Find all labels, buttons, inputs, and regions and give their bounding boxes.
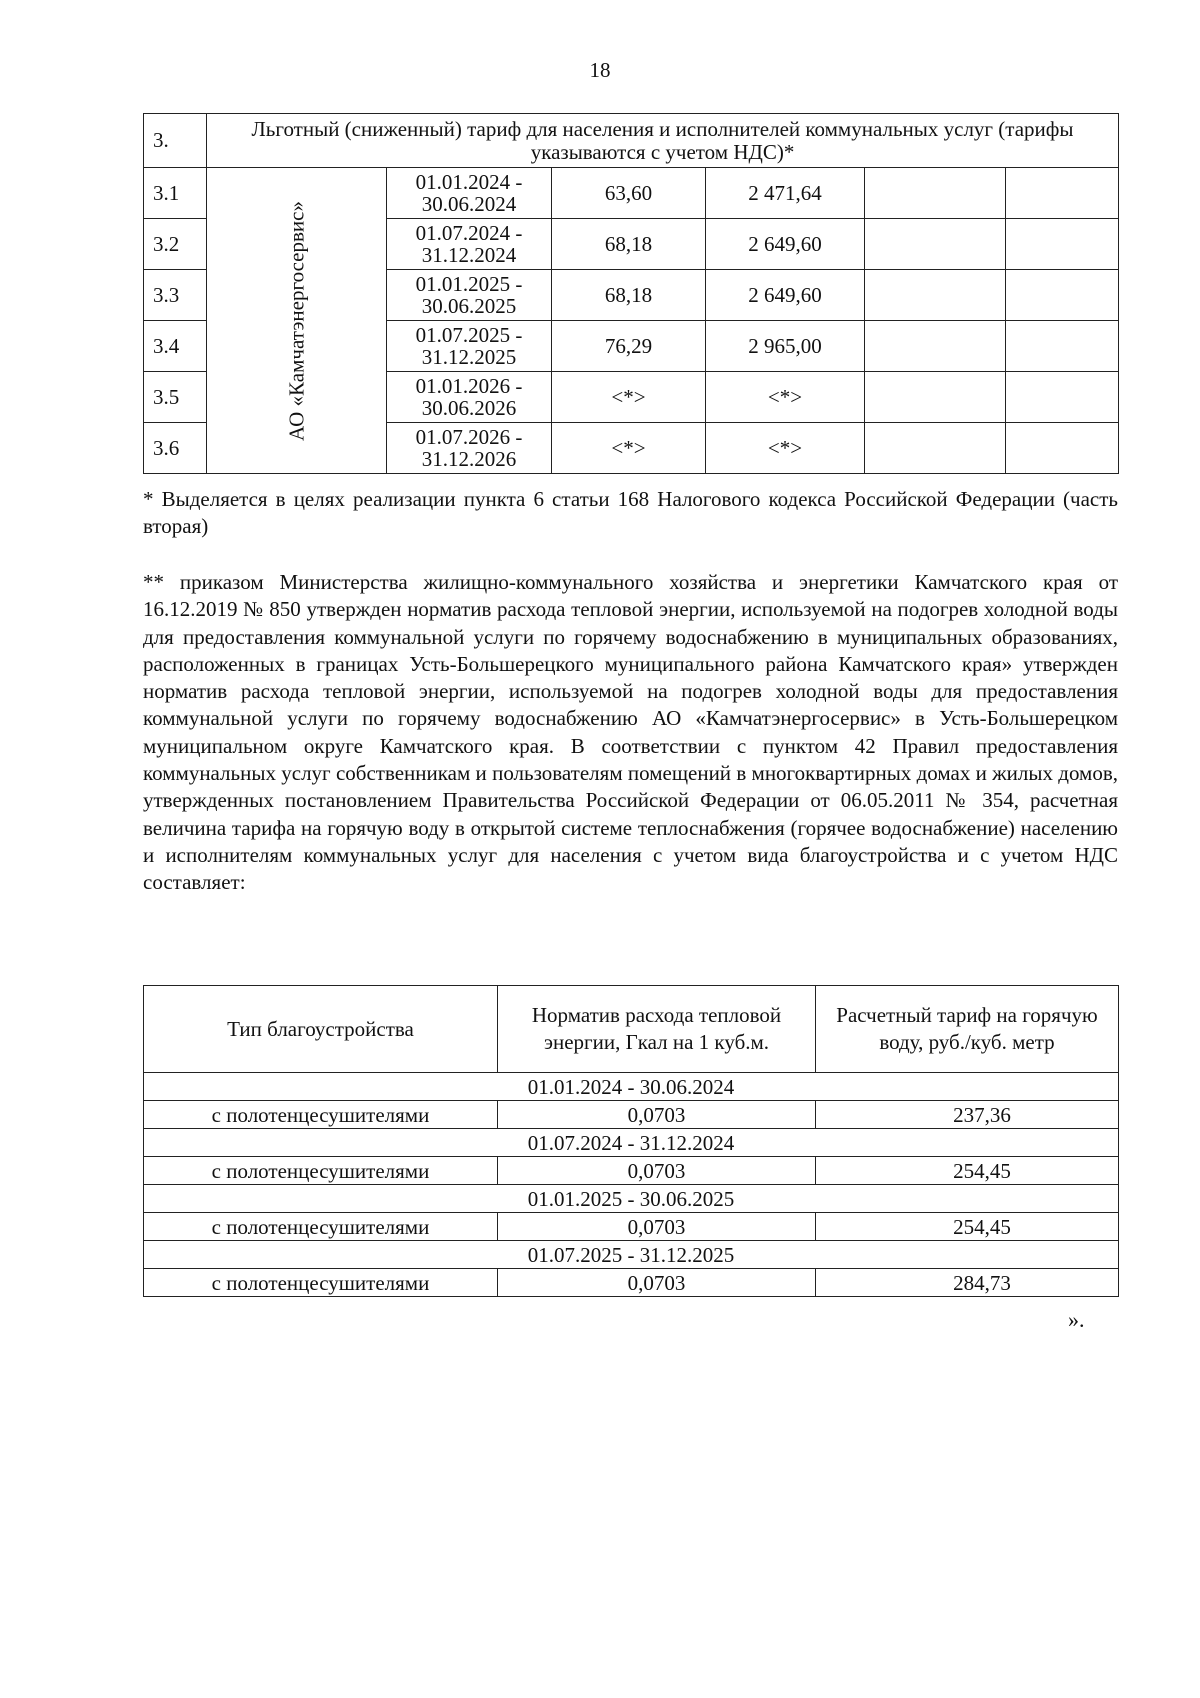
value1-cell: <*> [552,372,706,423]
value4-cell [1006,219,1119,270]
value2-cell: <*> [706,372,865,423]
norm-cell: 0,0703 [498,1157,816,1185]
value3-cell [865,270,1006,321]
period-cell: 01.01.2024 - 30.06.2024 [387,168,552,219]
value3-cell [865,321,1006,372]
norm-cell: 0,0703 [498,1101,816,1129]
period-row [144,1241,1119,1269]
value1-cell: 68,18 [552,219,706,270]
value2-cell: <*> [706,423,865,474]
type-cell: с полотенцесушителями [144,1101,498,1129]
tariff-table [143,113,1119,474]
rate-cell: 254,45 [816,1213,1119,1241]
period-cell: 01.07.2025 - 31.12.2025 [387,321,552,372]
row-number: 3.6 [144,423,207,474]
value1-cell: 68,18 [552,270,706,321]
row-number: 3.3 [144,270,207,321]
header-type: Тип благоустройства [144,986,498,1073]
period-cell: 01.01.2026 - 30.06.2026 [387,372,552,423]
period-cell: 01.07.2024 - 31.12.2024 [387,219,552,270]
value3-cell [865,168,1006,219]
table-row [144,1157,1119,1185]
value1-cell: 76,29 [552,321,706,372]
value2-cell: 2 965,00 [706,321,865,372]
value4-cell [1006,423,1119,474]
type-cell: с полотенцесушителями [144,1157,498,1185]
value4-cell [1006,270,1119,321]
rate-cell: 284,73 [816,1269,1119,1297]
footnote-vat: * Выделяется в целях реализации пункта 6 статьи 168 Налогового кодекса Российской Федерации (часть вторая) [143,487,1118,539]
table-row [144,1269,1119,1297]
footnote-normative: ** приказом Министерства жилищно-коммунального хозяйства и энергетики Камчатского края от 16.12.2019 № 850 утвержден норматив расхода тепловой энергии, используемой на подогрев холодной воды для предоставления коммунальной услуги по горячему водоснабжению в муниципальных образованиях, расположенных в границах Усть-Большерецкого муниципального района Камчатского края» утвержден норматив расхода тепловой энергии, используемой на подогрев холодной воды для предоставления коммунальной услуги по горячему водоснабжению АО «Камчатэнергосервис» в Усть-Большерецком муниципальном округе Камчатского края. В соответствии с пунктом 42 Правил предоставления коммунальных услуг собственникам и пользователям помещений в многоквартирных домах и жилых домов, утвержденных постановлением Правительства Российской Федерации от 06.05.2011 № 354, расчетная величина тарифа на горячую воду в открытой системе теплоснабжения (горячее водоснабжение) населению и исполнителям коммунальных услуг для населения с учетом вида благоустройства и с учетом НДС составляет: [143,570,1118,895]
table-row [144,1213,1119,1241]
closing-quote-mark: ». [1068,1307,1085,1332]
value4-cell [1006,321,1119,372]
period-cell: 01.07.2026 - 31.12.2026 [387,423,552,474]
period-row [144,1073,1119,1101]
rate-cell: 237,36 [816,1101,1119,1129]
row-number: 3.5 [144,372,207,423]
section-header-row [144,114,1119,168]
period-row [144,1185,1119,1213]
period-label: 01.07.2025 - 31.12.2025 [144,1241,1119,1269]
norm-cell: 0,0703 [498,1213,816,1241]
normative-table [143,985,1119,1297]
value2-cell: 2 649,60 [706,270,865,321]
normative-header-row [144,986,1119,1073]
table-row [144,1101,1119,1129]
value2-cell: 2 471,64 [706,168,865,219]
row-number: 3.2 [144,219,207,270]
row-number: 3.4 [144,321,207,372]
type-cell: с полотенцесушителями [144,1269,498,1297]
page-number: 18 [589,58,611,82]
header-rate: Расчетный тариф на горячую воду, руб./куб. метр [816,986,1119,1073]
period-cell: 01.01.2025 - 30.06.2025 [387,270,552,321]
row-number: 3.1 [144,168,207,219]
period-label: 01.01.2025 - 30.06.2025 [144,1185,1119,1213]
value1-cell: <*> [552,423,706,474]
header-norm: Норматив расхода тепловой энергии, Гкал на 1 куб.м. [498,986,816,1073]
value3-cell [865,372,1006,423]
type-cell: с полотенцесушителями [144,1213,498,1241]
value4-cell [1006,168,1119,219]
organization-cell [207,168,387,474]
value3-cell [865,219,1006,270]
period-label: 01.07.2024 - 31.12.2024 [144,1129,1119,1157]
value4-cell [1006,372,1119,423]
value3-cell [865,423,1006,474]
period-row [144,1129,1119,1157]
norm-cell: 0,0703 [498,1269,816,1297]
organization-name: АО «Камчатэнергосервис» [284,200,308,441]
period-label: 01.01.2024 - 30.06.2024 [144,1073,1119,1101]
section-number: 3. [144,114,207,168]
rate-cell: 254,45 [816,1157,1119,1185]
value2-cell: 2 649,60 [706,219,865,270]
table-row [144,168,1119,219]
value1-cell: 63,60 [552,168,706,219]
section-title: Льготный (сниженный) тариф для населения и исполнителей коммунальных услуг (тарифы указываются с учетом НДС)* [207,114,1119,168]
